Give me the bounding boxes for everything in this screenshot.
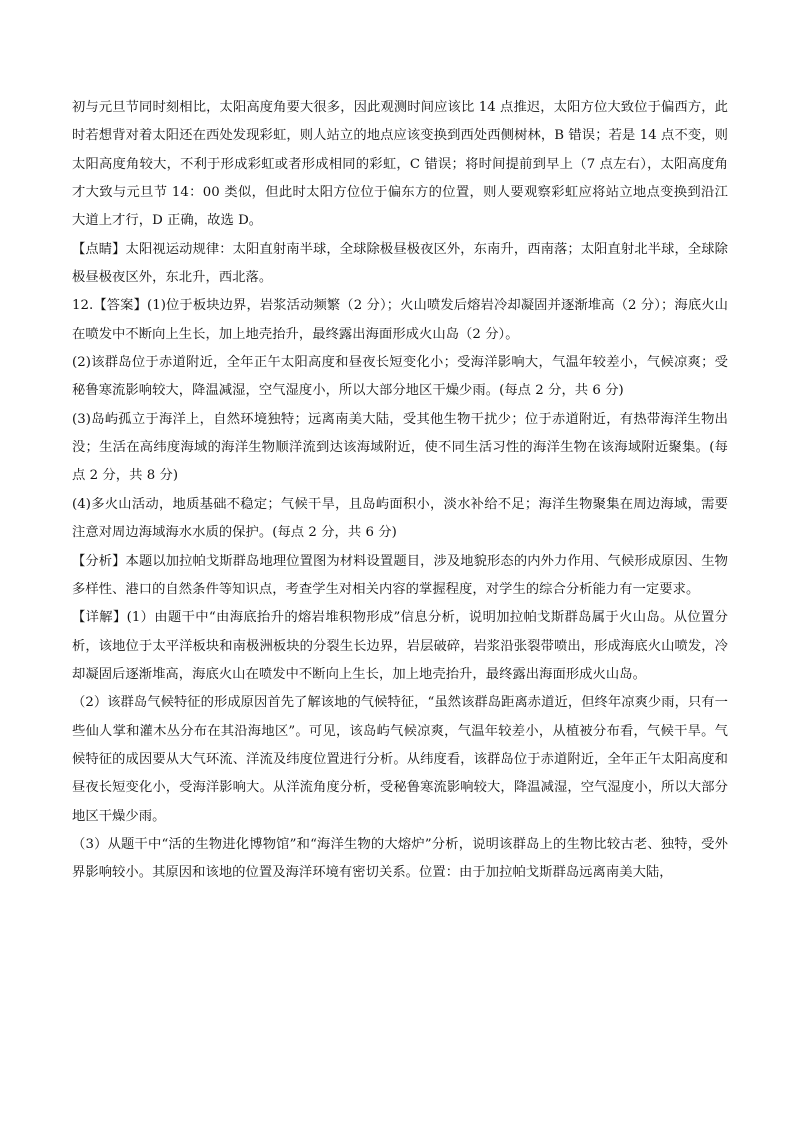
paragraph-q12-answer-3: (3)岛屿孤立于海洋上，自然环境独特；远离南美大陆，受其他生物干扰少；位于赤道附近，有热带海洋生物出没；生活在高纬度海域的海洋生物顺洋流到达该海域附近，使不同生活习性的海洋生物在该海域附近聚集。(每点 2 分，共 8 分) — [72, 411, 728, 484]
paragraph-detail-2: （2）该群岛气候特征的形成原因首先了解该地的气候特征，“虽然该群岛距离赤道近，但终年凉爽少雨，只有一些仙人掌和灌木丛分布在其沿海地区”。可见，该岛屿气候凉爽，气温年较差小，从植被分布看，气候干旱。气候特征的成因要从大气环流、洋流及纬度位置进行分析。从纬度看，该群岛位于赤道附近，全年正午太阳高度和昼夜长短变化小，受海洋影响大。从洋流角度分析，受秘鲁寒流影响较大，降温减湿，空气湿度小，所以大部分地区干燥少雨。 — [72, 695, 729, 824]
paragraph-key-point: 【点睛】太阳视运动规律：太阳直射南半球，全球除极昼极夜区外，东南升，西南落；太阳直射北半球，全球除极昼极夜区外，东北升，西北落。 — [72, 241, 728, 286]
paragraph-q12-answer-2: (2)该群岛位于赤道附近，全年正午太阳高度和昼夜长短变化小；受海洋影响大，气温年较差小，气候凉爽；受秘鲁寒流影响较大，降温减湿，空气湿度小，所以大部分地区干燥少雨。(每点 2 分，共 6 分) — [72, 355, 728, 399]
paragraph-q12-answer-1: 12.【答案】(1)位于板块边界，岩浆活动频繁（2 分）；火山喷发后熔岩冷却凝固并逐渐堆高（2 分）；海底火山在喷发中不断向上生长，加上地壳抬升，最终露出海面形成火山岛（2 分）。 — [72, 298, 728, 342]
document-page — [72, 94, 728, 888]
paragraph-detail-1: 【详解】(1）由题干中“由海底抬升的熔岩堆积物形成”信息分析，说明加拉帕戈斯群岛属于火山岛。从位置分析，该地位于太平洋板块和南极洲板块的分裂生长边界，岩层破碎，岩浆沿张裂带喷出，形成海底火山喷发，冷却凝固后逐渐堆高，海底火山在喷发中不断向上生长，加上地壳抬升，最终露出海面形成火山岛。 — [72, 610, 728, 682]
paragraph-analysis: 【分析】本题以加拉帕戈斯群岛地理位置图为材料设置题目，涉及地貌形态的内外力作用、气候形成原因、生物多样性、港口的自然条件等知识点，考查学生对相关内容的掌握程度，对学生的综合分析能力有一定要求。 — [72, 553, 728, 597]
paragraph-detail-3: （3）从题干中“活的生物进化博物馆”和“海洋生物的大熔炉”分析，说明该群岛上的生物比较古老、独特，受外界影响较小。其原因和该地的位置及海洋环境有密切关系。位置：由于加拉帕戈斯群岛远离南美大陆， — [72, 836, 728, 881]
paragraph-q12-answer-4: (4)多火山活动，地质基础不稳定；气候干旱，且岛屿面积小，淡水补给不足；海洋生物聚集在周边海域，需要注意对周边海域海水水质的保护。(每点 2 分，共 6 分) — [72, 496, 728, 541]
paragraph-q11-explanation-continued: 初与元旦节同时刻相比，太阳高度角要大很多，因此观测时间应该比 14 点推迟，太阳方位大致位于偏西方，此时若想背对着太阳还在西处发现彩虹，则人站立的地点应该变换到西处西侧树林，B 错误；若是 14 点不变，则太阳高度角较大，不利于形成彩虹或者形成相同的彩虹，C 错误；将时间提前到早上（7 点左右），太阳高度角才大致与元旦节 14：00 类似，但此时太阳方位位于偏东方的位置，则人要观察彩虹应将站立地点变换到沿江大道上才行，D 正确，故选 D。 — [72, 100, 728, 229]
